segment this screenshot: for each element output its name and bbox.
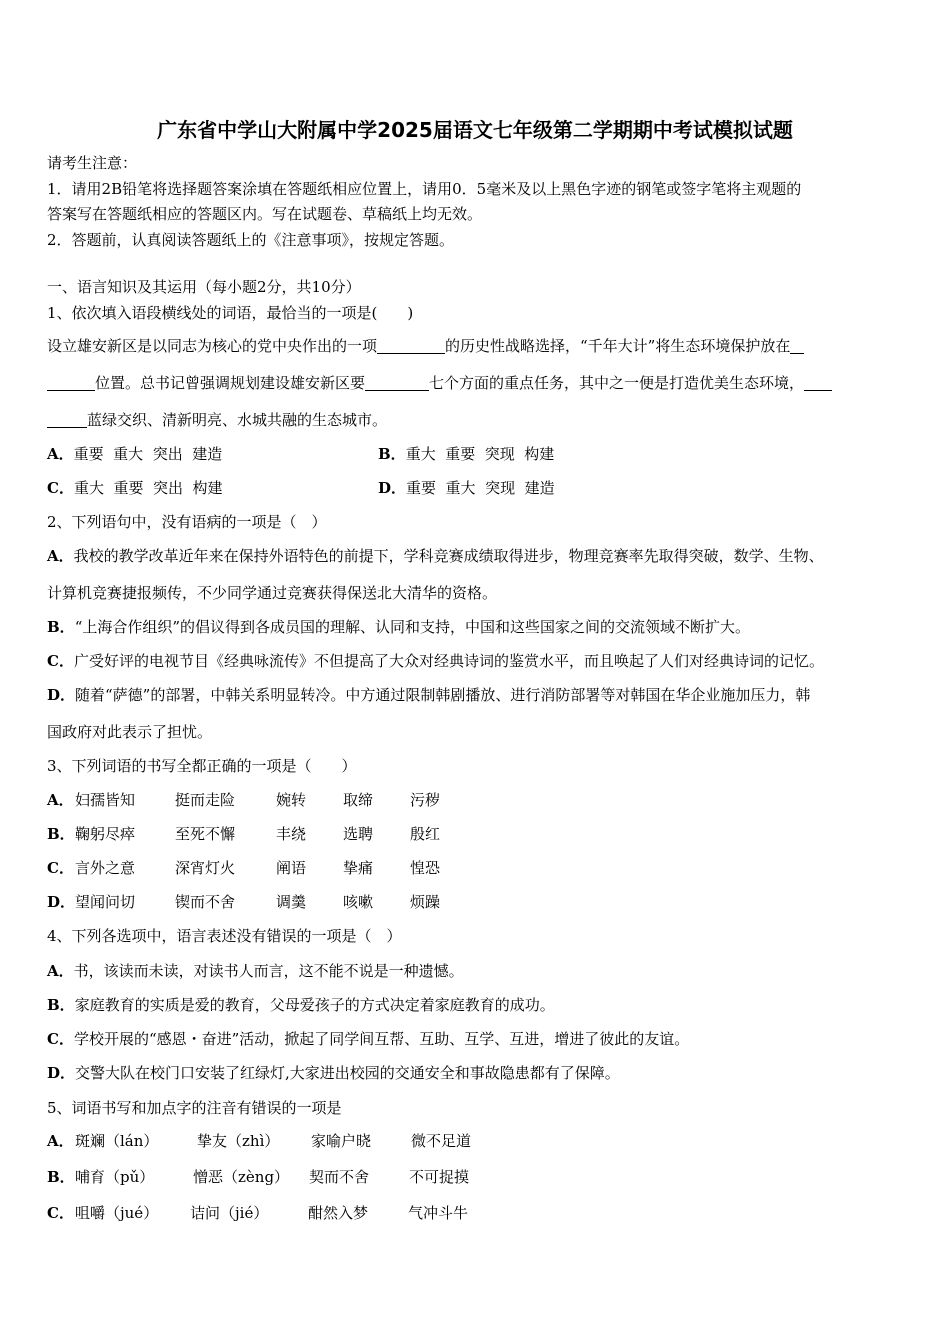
notice-heading: 请考生注意： — [47, 154, 138, 172]
passage-text: 位置。总书记曾强调规划建设雄安新区要 — [95, 374, 366, 392]
q1-passage-line — [47, 409, 387, 430]
q1-passage-line — [47, 335, 804, 356]
fill-blank — [365, 375, 429, 391]
fill-blank — [47, 375, 95, 391]
fill-blank — [377, 338, 445, 354]
option-c[interactable]: C．学校开展的“感恩・奋进”活动，掀起了同学间互帮、互助、互学、互进，增进了彼此的友谊。 — [47, 1030, 690, 1048]
option-c[interactable]: C．广受好评的电视节目《经典咏流传》不但提高了大众对经典诗词的鉴赏水平，而且唤起了人们对经典诗词的记忆。 — [47, 652, 824, 670]
option-a-cont: 计算机竞赛捷报频传，不少同学通过竞赛获得保送北大清华的资格。 — [47, 584, 498, 602]
question-stem-1: 1、依次填入语段横线处的词语，最恰当的一项是( ) — [47, 304, 414, 322]
notice-item: 答案写在答题纸相应的答题区内。写在试题卷、草稿纸上均无效。 — [47, 205, 483, 223]
option-b[interactable]: B．家庭教育的实质是爱的教育，父母爱孩子的方式决定着家庭教育的成功。 — [47, 996, 555, 1014]
option-a[interactable]: A．斑斓（lán） 挚友（zhì） 家喻户晓 微不足道 — [47, 1132, 472, 1150]
option-d[interactable]: D．望闻问切 锲而不舍 调羹 咳嗽 烦躁 — [47, 893, 441, 911]
notice-item: 1．请用2B铅笔将选择题答案涂填在答题纸相应位置上，请用0．5毫米及以上黑色字迹的钢笔或签字笔将主观题的 — [47, 180, 802, 198]
option-a[interactable]: A．书，该读而未读，对读书人而言，这不能不说是一种遗憾。 — [47, 962, 464, 980]
fill-blank — [804, 375, 832, 391]
option-c[interactable]: C．言外之意 深宵灯火 阐语 挚痛 惶恐 — [47, 859, 441, 877]
passage-text: 设立雄安新区是以同志为核心的党中央作出的一项 — [47, 337, 378, 355]
option-d-cont: 国政府对此表示了担忧。 — [47, 723, 213, 741]
fill-blank — [47, 412, 87, 428]
question-stem-4: 4、下列各选项中，语言表述没有错误的一项是（ ） — [47, 927, 402, 945]
option-b[interactable]: B．鞠躬尽瘁 至死不懈 丰绕 选聘 殷红 — [47, 825, 441, 843]
option-b[interactable]: B．“上海合作组织”的倡议得到各成员国的理解、认同和支持，中国和这些国家之间的交流领域不断扩大。 — [47, 618, 751, 636]
passage-text: 的历史性战略选择，“千年大计”将生态环境保护放在 — [445, 337, 791, 355]
option-b[interactable]: B．哺育（pǔ） 憎恶（zèng） 契而不舍 不可捉摸 — [47, 1168, 470, 1186]
option-c[interactable]: C．咀嚼（jué） 诘问（jié） 酣然入梦 气冲斗牛 — [47, 1204, 469, 1222]
passage-text: 七个方面的重点任务，其中之一便是打造优美生态环境， — [429, 374, 805, 392]
passage-text: 蓝绿交织、清新明亮、水城共融的生态城市。 — [87, 411, 388, 429]
option-d[interactable]: D．随着“萨德”的部署，中韩关系明显转冷。中方通过限制韩剧播放、进行消防部署等对韩国在华企业施加压力，韩 — [47, 686, 811, 704]
option-d[interactable]: D．交警大队在校门口安装了红绿灯,大家进出校园的交通安全和事故隐患都有了保障。 — [47, 1064, 620, 1082]
option-d[interactable]: D．重要 重大 突现 建造 — [378, 479, 555, 497]
question-stem-2: 2、下列语句中，没有语病的一项是（ ） — [47, 513, 327, 531]
notice-item: 2．答题前，认真阅读答题纸上的《注意事项》，按规定答题。 — [47, 231, 455, 249]
option-a[interactable]: A．妇孺皆知 挺而走险 婉转 取缔 污秽 — [47, 791, 441, 809]
q1-passage-line — [47, 372, 832, 393]
question-stem-5: 5、词语书写和加点字的注音有错误的一项是 — [47, 1099, 342, 1117]
question-stem-3: 3、下列词语的书写全都正确的一项是（ ） — [47, 757, 357, 775]
section-heading: 一、语言知识及其运用（每小题2分，共10分） — [47, 278, 361, 296]
option-c[interactable]: C．重大 重要 突出 构建 — [47, 479, 223, 497]
option-a[interactable]: A．重要 重大 突出 建造 — [47, 445, 223, 463]
option-b[interactable]: B．重大 重要 突现 构建 — [378, 445, 555, 463]
page-title: 广东省中学山大附属中学2025届语文七年级第二学期期中考试模拟试题 — [157, 118, 793, 142]
option-a[interactable]: A．我校的教学改革近年来在保持外语特色的前提下，学科竞赛成绩取得进步，物理竞赛率先取得突破，数学、生物、 — [47, 547, 824, 565]
fill-blank — [790, 338, 804, 354]
